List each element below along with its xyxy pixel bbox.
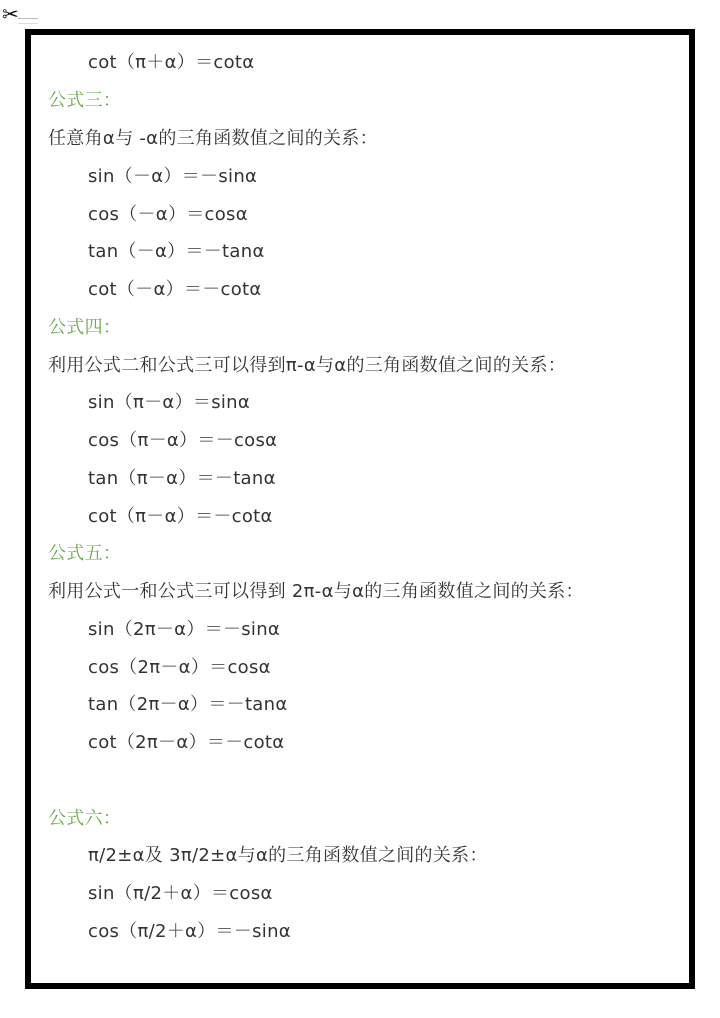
formula-line: tan（π－α）＝－tanα [88,468,276,489]
section-heading-5: 公式五： [48,543,122,564]
description-line: 任意角α与 -α的三角函数值之间的关系： [48,128,378,149]
section-heading-4: 公式四： [48,317,122,338]
formula-line: sin（－α）＝－sinα [88,166,258,187]
cut-line [18,18,38,24]
formula-line: cot（π＋α）＝cotα [88,52,255,73]
description-line: π/2±α及 3π/2±α与α的三角函数值之间的关系： [88,845,488,866]
formula-line: cot（2π－α）＝－cotα [88,732,285,753]
scissors-icon: ✂ [2,2,19,26]
section-heading-3: 公式三： [48,90,122,111]
formula-frame [25,29,695,989]
formula-line: cos（π/2＋α）＝－sinα [88,921,291,942]
description-line: 利用公式一和公式三可以得到 2π-α与α的三角函数值之间的关系： [48,581,584,602]
formula-line: cot（π－α）＝－cotα [88,506,273,527]
formula-line: sin（π－α）＝sinα [88,392,251,413]
section-heading-6: 公式六： [48,808,122,829]
formula-line: cot（－α）＝－cotα [88,279,262,300]
description-line: 利用公式二和公式三可以得到π-α与α的三角函数值之间的关系： [48,355,567,376]
formula-line: cos（2π－α）＝cosα [88,657,271,678]
formula-line: sin（π/2＋α）＝cosα [88,883,273,904]
formula-line: cos（－α）＝cosα [88,204,248,225]
formula-line: tan（2π－α）＝－tanα [88,694,288,715]
formula-line: tan（－α）＝－tanα [88,241,265,262]
formula-line: sin（2π－α）＝－sinα [88,619,281,640]
formula-line: cos（π－α）＝－cosα [88,430,278,451]
